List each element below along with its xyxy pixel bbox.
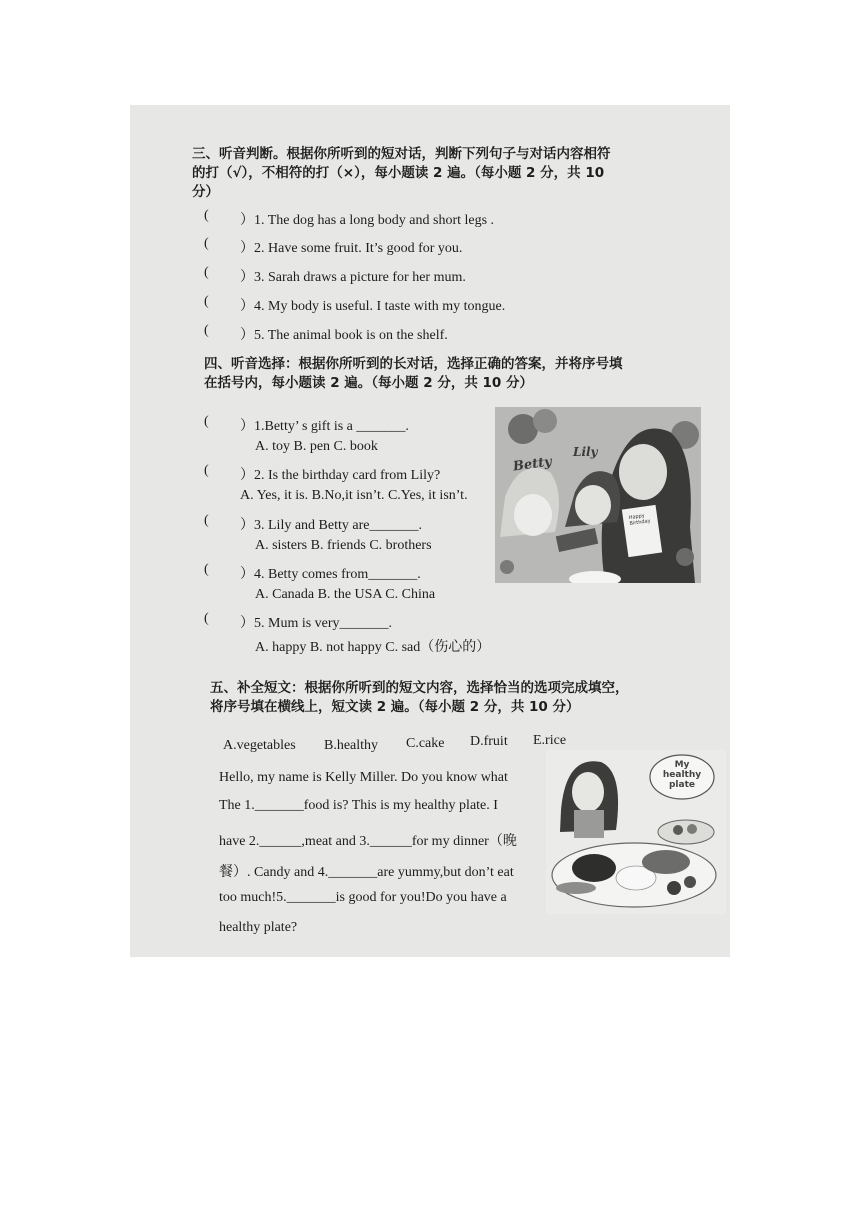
passage-line-4: 餐）. Candy and 4._______are yummy,but don’t eat bbox=[219, 865, 514, 880]
section3-title: 三、听音判断。根据你所听到的短对话，判断下列句子与对话内容相符的打（√），不相符的打（×），每小题读 2 遍。（每小题 2 分，共 10 分） bbox=[192, 146, 611, 200]
section4-options-4: A. Canada B. the USA C. China bbox=[255, 587, 436, 602]
exam-sheet bbox=[130, 105, 730, 957]
section4-options-1: A. toy B. pen C. book bbox=[255, 439, 378, 454]
healthy-plate-illustration bbox=[546, 750, 726, 914]
passage-line-2: The 1._______food is? This is my healthy plate. I bbox=[219, 798, 498, 813]
passage-line-1: Hello, my name is Kelly Miller. Do you know what bbox=[219, 770, 508, 785]
option-a: A.vegetables bbox=[223, 738, 296, 753]
answer-paren: ( bbox=[204, 265, 209, 280]
section3-item-1: ）1. The dog has a long body and short legs . bbox=[240, 213, 495, 228]
answer-paren: ( bbox=[204, 414, 209, 429]
my-healthy-plate-label: My healthy plate bbox=[662, 760, 702, 790]
answer-paren: ( bbox=[204, 562, 209, 577]
birthday-illustration bbox=[495, 407, 701, 583]
option-c: C.cake bbox=[406, 736, 445, 751]
section4-options-3: A. sisters B. friends C. brothers bbox=[255, 538, 432, 553]
answer-paren: ( bbox=[204, 463, 209, 478]
answer-paren: ( bbox=[204, 513, 209, 528]
answer-paren: ( bbox=[204, 323, 209, 338]
section4-question-1: ）1.Betty’ s gift is a _______. bbox=[240, 419, 409, 434]
passage-line-3: have 2.______,meat and 3.______for my dinner（晚 bbox=[219, 834, 517, 849]
passage-line-5: too much!5._______is good for you!Do you have a bbox=[219, 890, 507, 905]
section3-item-4: ）4. My body is useful. I taste with my tongue. bbox=[240, 299, 506, 314]
section4-question-5: ）5. Mum is very_______. bbox=[240, 616, 393, 631]
answer-paren: ( bbox=[204, 208, 209, 223]
section4-options-2: A. Yes, it is. B.No,it isn’t. C.Yes, it isn’t. bbox=[240, 488, 468, 503]
lily-label: Lily bbox=[573, 445, 598, 459]
card-label: Happy Birthday bbox=[628, 512, 651, 528]
passage-line-6: healthy plate? bbox=[219, 920, 298, 935]
section4-options-5: A. happy B. not happy C. sad（伤心的） bbox=[255, 640, 491, 655]
section4-title: 四、听音选择：根据你所听到的长对话，选择正确的答案，并将序号填在括号内，每小题读 2 遍。（每小题 2 分，共 10 分） bbox=[204, 356, 623, 391]
option-d: D.fruit bbox=[470, 734, 508, 749]
option-b: B.healthy bbox=[324, 738, 379, 753]
option-e: E.rice bbox=[533, 733, 567, 748]
section4-question-2: ）2. Is the birthday card from Lily? bbox=[240, 468, 441, 483]
section4-question-3: ）3. Lily and Betty are_______. bbox=[240, 518, 422, 533]
betty-label: Betty bbox=[512, 454, 553, 475]
section3-item-5: ）5. The animal book is on the shelf. bbox=[240, 328, 448, 343]
section4-question-4: ）4. Betty comes from_______. bbox=[240, 567, 421, 582]
answer-paren: ( bbox=[204, 611, 209, 626]
birthday-scene-icon bbox=[495, 407, 701, 583]
section5-title: 五、补全短文：根据你所听到的短文内容，选择恰当的选项完成填空，将序号填在横线上，短文读 2 遍。（每小题 2 分，共 10 分） bbox=[210, 680, 629, 715]
section3-item-2: ）2. Have some fruit. It’s good for you. bbox=[240, 241, 463, 256]
answer-paren: ( bbox=[204, 236, 209, 251]
section3-item-3: ）3. Sarah draws a picture for her mum. bbox=[240, 270, 466, 285]
answer-paren: ( bbox=[204, 294, 209, 309]
